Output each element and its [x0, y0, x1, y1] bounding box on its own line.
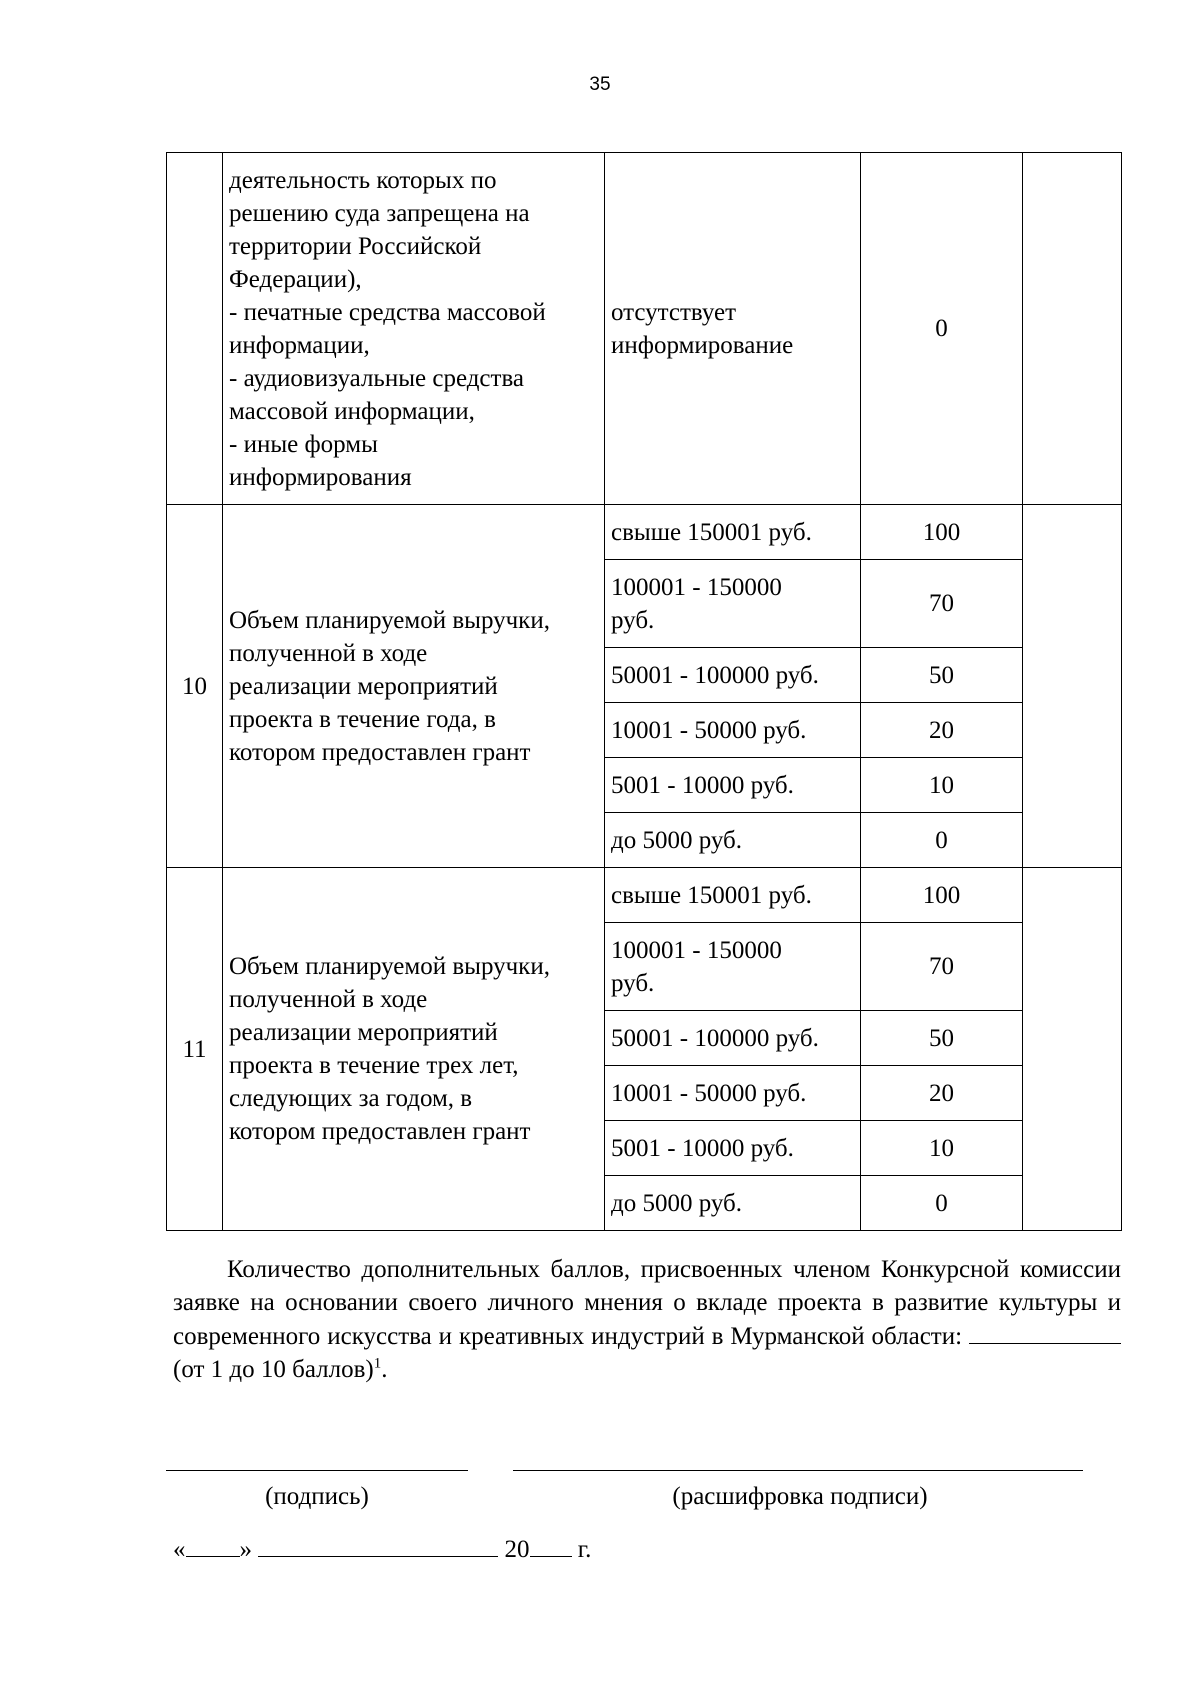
paragraph-range-text: (от 1 до 10 баллов)	[173, 1356, 374, 1383]
year-suffix: г.	[571, 1536, 592, 1563]
criterion-cell: деятельность которых по решению суда запрещена на территории Российской Федерации), - печатные средства массовой информации, - аудиовизуальные средства массовой информации, - иные формы информирования	[223, 153, 605, 505]
condition-cell: 5001 - 10000 руб.	[605, 758, 861, 813]
signature-decoding-line[interactable]	[513, 1470, 1083, 1471]
signature-line[interactable]	[166, 1470, 468, 1471]
score-cell: 0	[861, 1176, 1023, 1231]
extra-cell	[1023, 868, 1122, 1231]
number-cell: 11	[167, 868, 223, 1231]
condition-cell: 5001 - 10000 руб.	[605, 1121, 861, 1176]
number-cell: 10	[167, 505, 223, 868]
score-cell: 20	[861, 1066, 1023, 1121]
number-cell	[167, 153, 223, 505]
condition-cell: отсутствует информирование	[605, 153, 861, 505]
score-cell: 20	[861, 703, 1023, 758]
condition-cell: 10001 - 50000 руб.	[605, 703, 861, 758]
criteria-table	[166, 152, 1122, 1231]
condition-cell: свыше 150001 руб.	[605, 868, 861, 923]
additional-points-paragraph	[173, 1253, 1121, 1386]
condition-cell: 100001 - 150000 руб.	[605, 923, 861, 1011]
score-cell: 10	[861, 1121, 1023, 1176]
criterion-cell: Объем планируемой выручки, полученной в ходе реализации мероприятий проекта в течение года, в котором предоставлен грант	[223, 505, 605, 868]
criterion-cell: Объем планируемой выручки, полученной в ходе реализации мероприятий проекта в течение трех лет, следующих за годом, в котором предоставлен грант	[223, 868, 605, 1231]
paragraph-text: Количество дополнительных баллов, присвоенных членом Конкурсной комиссии заявке на основании своего личного мнения о вкладе проекта в развитие культуры и современного искусства и креативных индустрий в Мурманской области:	[173, 1256, 1121, 1350]
year-prefix: 20	[504, 1536, 530, 1563]
table-row	[167, 153, 1122, 505]
score-cell: 50	[861, 1011, 1023, 1066]
paragraph-end: .	[381, 1356, 388, 1383]
condition-cell: 50001 - 100000 руб.	[605, 648, 861, 703]
score-cell: 70	[861, 560, 1023, 648]
score-cell: 50	[861, 648, 1023, 703]
table-row	[167, 505, 1122, 560]
date-open-quote: «	[173, 1536, 186, 1563]
year-blank[interactable]	[530, 1532, 572, 1557]
condition-cell: 50001 - 100000 руб.	[605, 1011, 861, 1066]
score-cell: 100	[861, 505, 1023, 560]
extra-cell	[1023, 505, 1122, 868]
condition-cell: 10001 - 50000 руб.	[605, 1066, 861, 1121]
footnote-mark: 1	[373, 1355, 382, 1372]
signature-caption: (подпись)	[265, 1483, 369, 1510]
condition-cell: 100001 - 150000 руб.	[605, 560, 861, 648]
table-row	[167, 868, 1122, 923]
score-cell: 10	[861, 758, 1023, 813]
points-blank-line[interactable]	[969, 1319, 1121, 1344]
condition-cell: до 5000 руб.	[605, 1176, 861, 1231]
month-blank[interactable]	[258, 1532, 498, 1557]
condition-cell: до 5000 руб.	[605, 813, 861, 868]
day-blank[interactable]	[186, 1532, 240, 1557]
score-cell: 100	[861, 868, 1023, 923]
date-close-quote: »	[239, 1536, 252, 1563]
signature-decoding-caption: (расшифровка подписи)	[672, 1483, 928, 1510]
date-line	[173, 1532, 591, 1566]
score-cell: 0	[861, 153, 1023, 505]
score-cell: 0	[861, 813, 1023, 868]
extra-cell	[1023, 153, 1122, 505]
page-number: 35	[589, 74, 611, 95]
condition-cell: свыше 150001 руб.	[605, 505, 861, 560]
score-cell: 70	[861, 923, 1023, 1011]
